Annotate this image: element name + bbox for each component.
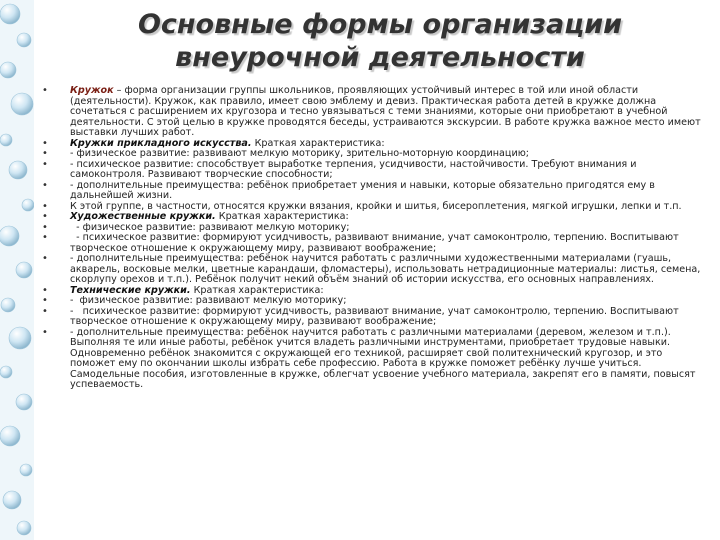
bubble-shape xyxy=(17,33,31,47)
item-text: - физическое развитие: развивают мелкую моторику; xyxy=(70,295,347,306)
bubble-shape xyxy=(0,226,19,246)
list-item xyxy=(42,307,706,328)
bullet-icon: • xyxy=(42,305,48,317)
item-text: - психическое развитие: способствует выработке терпения, усидчивости, настойчивости. Требуют внимания и самоконтроля. Развивают творческие способности; xyxy=(70,158,640,180)
list-item xyxy=(42,86,706,139)
bullet-icon: • xyxy=(42,200,48,212)
bubble-shape xyxy=(1,298,15,312)
list-item xyxy=(42,254,706,286)
item-text: - физическое развитие: развивают мелкую моторику; xyxy=(70,221,350,233)
bubble-shape xyxy=(3,491,21,509)
bubble-shape xyxy=(16,262,32,278)
bubble-shape xyxy=(20,464,32,476)
bullet-icon: • xyxy=(42,284,48,296)
item-text: Краткая характеристика: xyxy=(215,211,349,222)
bubble-shape xyxy=(0,366,12,378)
bullet-icon: • xyxy=(42,232,48,243)
bubble-shape xyxy=(0,4,20,24)
item-text: К этой группе, в частности, относятся кружки вязания, кройки и шитья, бисероплетения, мягкой игрушки, лепки и т.п. xyxy=(70,200,682,212)
bullet-icon: • xyxy=(42,158,48,170)
item-text: Краткая характеристика: xyxy=(251,137,385,149)
list-item xyxy=(42,328,706,391)
item-text: - дополнительные преимущества: ребёнок научится работать с различными художественными материалами (гуашь, акварель, восковые мелки, цветные карандаши, фломастеры), использовать нетрадиционные материалы: листья, семена, скорлупу орехов и т.п.). Ребёнок получит некий объём знаний об истории искусства, его основных направлениях. xyxy=(70,253,704,285)
bullet-icon: • xyxy=(42,211,48,222)
bullet-icon: • xyxy=(42,137,48,149)
bubble-shape xyxy=(9,161,27,179)
page-title xyxy=(60,8,700,74)
item-text: - психическое развитие: формируют усидчивость, развивают внимание, учат самоконтролю, терпению. Воспитывают творческое отношение к окружающему миру, развивают воображение; xyxy=(70,232,682,254)
item-text: - дополнительные преимущества: ребёнок приобретает умения и навыки, которые обязательно пригодятся ему в дальнейшей жизни. xyxy=(70,179,658,201)
item-keyword: Кружки прикладного искусства. xyxy=(70,137,252,149)
bubble-shape xyxy=(22,199,34,211)
item-text: - психическое развитие: формируют усидчивость, развивают внимание, учат самоконтролю, терпению. Воспитывают творческое отношение к окружающему миру, развивают воображение; xyxy=(70,305,682,327)
item-keyword: Кружок xyxy=(70,85,114,96)
item-text: - дополнительные преимущества: ребёнок научится работать с различными материалами (деревом, железом и т.п.). Выполняя те или иные работы, ребёнок учится владеть различными инструментами, приобретает трудовые навыки. Одновременно ребёнок знакомится с окружающей его техникой, расширяет свой политехнический кругозор, и это поможет ему по окончании школы избрать себе профессию. Работа в кружке поможет ребёнку лучше учиться. Самодельные пособия, изготовленные в кружке, облегчат усвоение учебного материала, закрепят его в памяти, повысят успеваемость. xyxy=(70,326,699,390)
item-keyword: Художественные кружки. xyxy=(70,211,216,222)
title-line-2: внеурочной деятельности xyxy=(175,42,585,73)
bubble-shape xyxy=(9,327,31,349)
decorative-bubbles-border xyxy=(0,0,34,540)
item-text: - физическое развитие: развивают мелкую моторику, зрительно-моторную координацию; xyxy=(70,148,530,159)
bullet-icon: • xyxy=(42,295,48,306)
item-text: – форма организации группы школьников, проявляющих устойчивый интерес в той или иной области (деятельности). Кружок, как правило, имеет свою эмблему и девиз. Практическая работа детей в кружке должна сочетаться с расширением их кругозора и тесно увязываться с теми знаниями, которые они приобретают в учебной деятельности. С этой целью в кружке проводятся беседы, устраиваются экскурсии. В работе кружка важное место имеют выставки лучших работ. xyxy=(70,85,704,138)
title-line-1: Основные формы организации xyxy=(137,9,623,40)
bullet-icon: • xyxy=(42,253,48,264)
item-text: Краткая характеристика: xyxy=(190,284,324,296)
list-item xyxy=(42,181,706,202)
bubble-shape xyxy=(11,93,33,115)
bullet-icon: • xyxy=(42,179,48,191)
bubble-shape xyxy=(0,134,12,146)
bubble-shape xyxy=(0,62,16,78)
bullet-icon: • xyxy=(42,148,48,159)
item-keyword: Технические кружки. xyxy=(70,284,191,296)
bullet-icon: • xyxy=(42,326,48,338)
list-item xyxy=(42,160,706,181)
list-item xyxy=(42,233,706,254)
bubble-shape xyxy=(16,394,32,410)
bubble-shape xyxy=(17,521,31,535)
bullet-icon: • xyxy=(42,221,48,233)
bullet-list xyxy=(42,86,706,391)
bullet-icon: • xyxy=(42,85,48,96)
bubble-shape xyxy=(0,426,20,446)
